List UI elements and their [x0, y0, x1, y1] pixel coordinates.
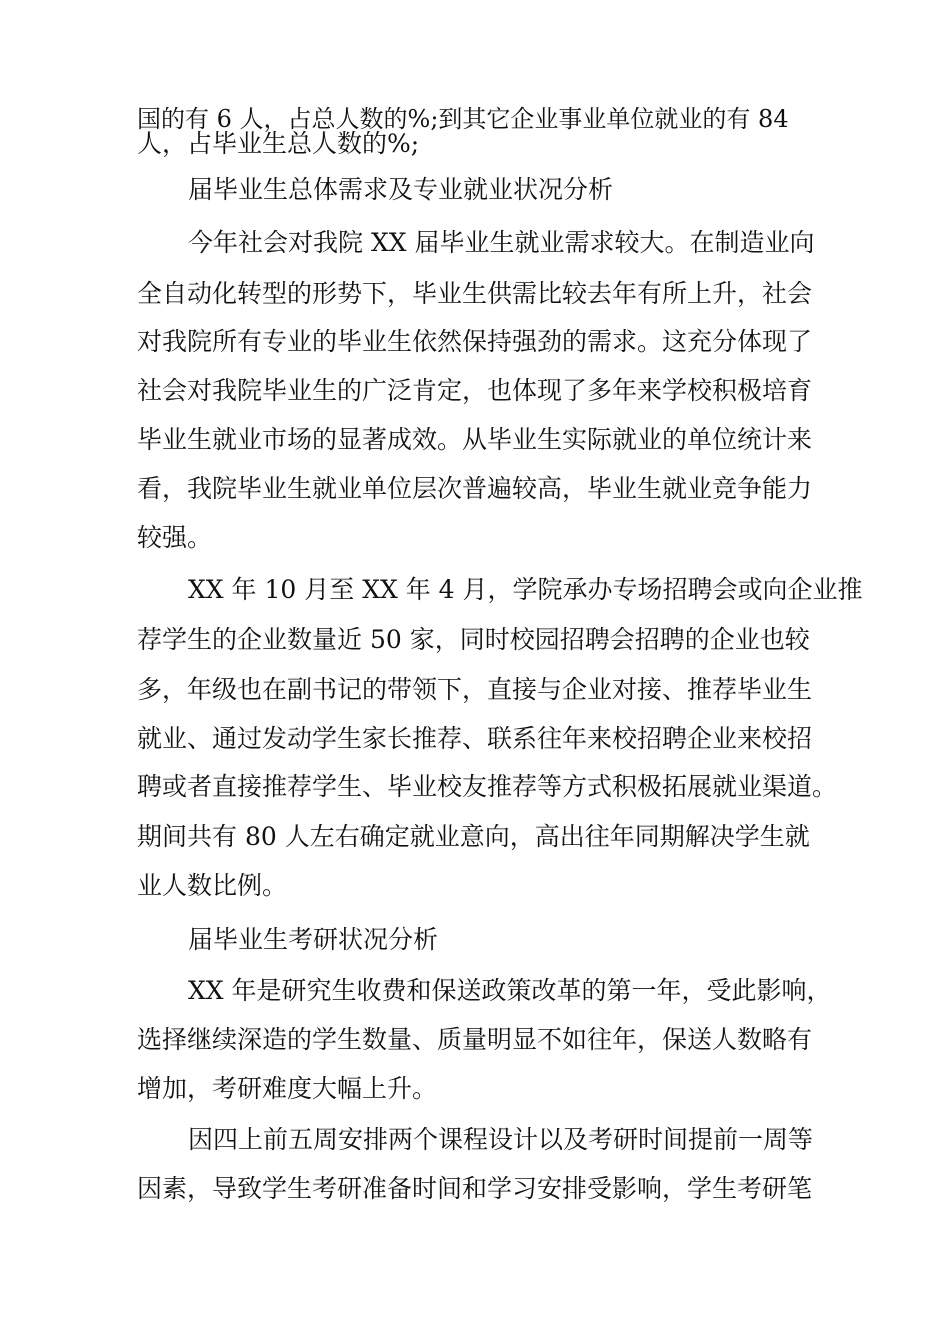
section-heading: 届毕业生考研状况分析 [188, 925, 439, 954]
paragraph-line: 多，年级也在副书记的带领下，直接与企业对接、推荐毕业生 [137, 675, 813, 704]
paragraph-line: 较强。 [137, 523, 213, 552]
paragraph-line: 期间共有 80 人左右确定就业意向，高出往年同期解决学生就 [137, 822, 810, 851]
paragraph-line: 因四上前五周安排两个课程设计以及考研时间提前一周等 [188, 1125, 814, 1154]
paragraph-line: XX 年是研究生收费和保送政策改革的第一年，受此影响， [188, 976, 832, 1005]
paragraph-line: 选择继续深造的学生数量、质量明显不如往年，保送人数略有 [137, 1025, 813, 1054]
paragraph-line: 业人数比例。 [137, 871, 288, 900]
paragraph-line: 毕业生就业市场的显著成效。从毕业生实际就业的单位统计来 [137, 425, 813, 454]
paragraph-line: XX 年 10 月至 XX 年 4 月，学院承办专场招聘会或向企业推 [188, 575, 863, 604]
paragraph-line: 社会对我院毕业生的广泛肯定，也体现了多年来学校积极培育 [137, 376, 813, 405]
paragraph-line: 人，占毕业生总人数的%; [137, 129, 420, 158]
paragraph-line: 全自动化转型的形势下，毕业生供需比较去年有所上升，社会 [137, 279, 813, 308]
paragraph-line: 聘或者直接推荐学生、毕业校友推荐等方式积极拓展就业渠道。 [137, 772, 838, 801]
paragraph-line: 就业、通过发动学生家长推荐、联系往年来校招聘企业来校招 [137, 724, 813, 753]
paragraph-line: 看，我院毕业生就业单位层次普遍较高，毕业生就业竞争能力 [137, 474, 813, 503]
paragraph-line: 对我院所有专业的毕业生依然保持强劲的需求。这充分体现了 [137, 327, 813, 356]
paragraph-line: 增加，考研难度大幅上升。 [137, 1074, 438, 1103]
paragraph-line: 因素，导致学生考研准备时间和学习安排受影响，学生考研笔 [137, 1174, 813, 1203]
paragraph-line: 荐学生的企业数量近 50 家，同时校园招聘会招聘的企业也较 [137, 625, 810, 654]
section-heading: 届毕业生总体需求及专业就业状况分析 [188, 175, 614, 204]
paragraph-line: 国的有 6 人，占总人数的%;到其它企业事业单位就业的有 84 [137, 105, 789, 133]
paragraph-line: 今年社会对我院 XX 届毕业生就业需求较大。在制造业向 [188, 228, 815, 257]
